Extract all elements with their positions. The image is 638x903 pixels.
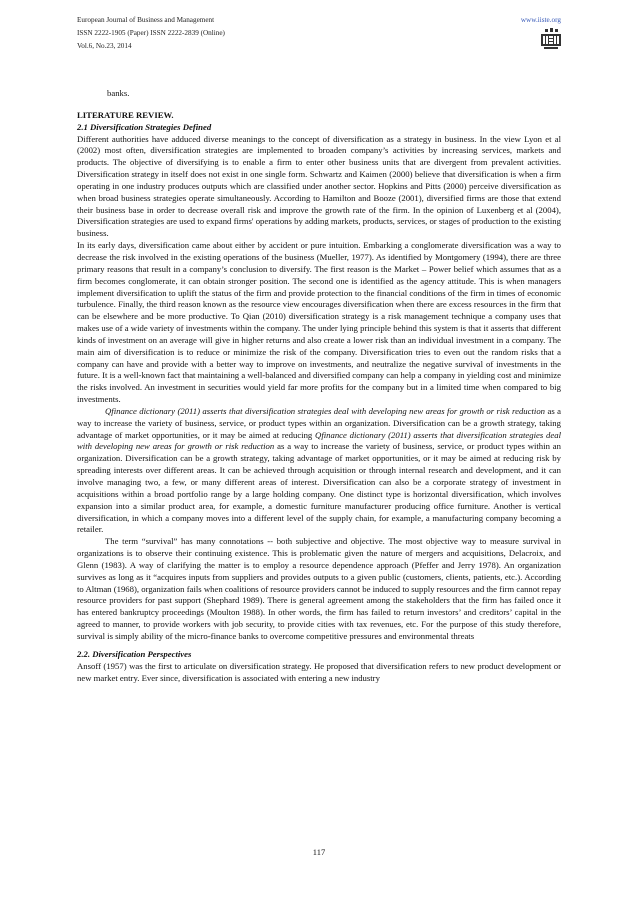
lead-in-text: banks. <box>107 88 130 98</box>
journal-volume: Vol.6, No.23, 2014 <box>77 42 132 50</box>
paper-body <box>77 88 561 684</box>
iiste-logo-icon <box>541 28 561 52</box>
page-number: 117 <box>312 847 326 857</box>
journal-issn: ISSN 2222-1905 (Paper) ISSN 2222-2839 (Online) <box>77 29 225 37</box>
qfinance-quote-a: Qfinance dictionary (2011) asserts that diversification strategies deal with developing new areas for growth or risk reduction <box>105 405 546 416</box>
paragraph-5: Ansoff (1957) was the first to articulate on diversification strategy. He proposed that diversification refers to new product development or new market entry. Ever since, diversification is associated with entering a new industry <box>77 660 561 683</box>
paragraph-3 <box>77 406 561 536</box>
paragraph-2: In its early days, diversification came about either by accident or pure intuition. Embarking a conglomerate diversification was a way to decrease the risk involved in the existing operations of the business (Mueller, 1977). As identified by Montgomery (1994), there are three primary reasons that result in a company’s conclusion to diversify. The first reason is the Market – Power belief which assumes that as a firm becomes conglomerate, it can obtain stronger position. The second one is identified as the agency attitude. This is when managers implement diversification to uplift the status of the firm and provide protection to the financial conditions of the firm in times of economic turbulence. Finally, the third reason known as the resource view encourages diversification when there are excess resources in the firm that can be elsewhere and be more productive. To Qian (2010) diversification strategy is a risk management technique a company uses that makes use of a wide variety of investments within the company. The under lying principle behind this system is that it asserts that different kinds of investment on an average will give in higher returns and also create a lower risk than an individual investment in a company. The main aim of diversification is to reduce or minimize the risk of the company. Diversification tries to even out the random risks that a company can have and provide with a better way to improve on investments, and neutralize the negative survival of investments in the future. It is a well-known fact that maintaining a well-balanced and diversified company can help a company in yielding cost and minimize the risks involved. An investment in securities would yield far more profits for the company but in a limited time when compared to big investments. <box>77 240 561 405</box>
paragraph-4: The term “survival” has many connotations -- both subjective and objective. The most objective way to measure survival in organizations is to observe their continuing existence. This is problematic given the nature of mergers and acquisitions, Delacroix, and Glenn (1983). A way of clarifying the matter is to employ a resource dependence approach (Pfeffer and Jerry 1978). An organization survives as long as it “acquires inputs from suppliers and provides outputs to a given public (customers, clients, patients, etc.). According to Altman (1968), organization fails when coalitions of resource providers cannot be induced to supply resources and the firm cannot repay resource providers for past support (Shephard 1989). There is general agreement among the stakeholders that the firm has failed once it has entered bankruptcy proceedings (Moulton 1988). In other words, the firm has failed to return investors’ and creditors’ capital in the agreed to manner, to provide workers with job security, to provide cities with tax revenues, etc. For the purpose of this study therefore, survival is simply ability of the micro-finance banks to overcome competitive pressures and environmental threats <box>77 536 561 641</box>
subsection-heading-2-2: 2.2. Diversification Perspectives <box>77 648 192 659</box>
qfinance-quote-b: Qfinance dictionary (2011) asserts that diversification strategies deal with developing new areas for growth or risk reduction <box>77 429 561 452</box>
journal-name: European Journal of Business and Management <box>77 16 215 24</box>
section-heading: LITERATURE REVIEW. <box>77 109 174 120</box>
page-header <box>77 14 561 66</box>
paragraph-3-text-a: as a way to increase the variety of business, service, or product types within an organization. Diversification can be a growth strategy, taking advantage of market opportunities, or it may be aimed at reducing <box>77 405 562 440</box>
journal-url-link[interactable]: www.iiste.org <box>520 16 561 24</box>
paragraph-3-text-b: as a way to increase the variety of business, service, or product types within an organization. Diversification can be a growth strategy, taking advantage of market opportunities, or it may be aimed at reducing risk by spreading interests over different areas. It can be achieved through acquisition or through internal research and development, and it can involve managing two, a few, or many different areas of interest. Diversification can also be a corporate strategy of investment in acquisitions within a broad portfolio range by a large holding company. One distinct type is horizontal diversification, which involves expansion into a similar product area, for example, a domestic furniture manufacturer producing office furniture. Another is vertical diversification, in which a company moves into a different level of the supply chain, for example, a manufacturing company becoming a retailer. <box>77 441 561 535</box>
paragraph-1: Different authorities have adduced diverse meanings to the concept of diversification as a strategy in business. In the view Lyon et al (2002) most often, diversification strategies are implemented to broaden company’s activities by increasing services, markets and products. The objective of diversifying is to enable a firm to enter other business units that are divergent from prevalent activities. Diversification strategy in itself does not exist in one single form. Schwartz and Kaimen (2000) believe that diversification is when a firm operating in one industry produces outputs which are classified under another sector. Hopkins and Pitts (2000) perceive diversification as when broad business strategies operate simultaneously. According to Hamilton and Booze (2001), diversified firms are those that extend their business base in order to decrease overall risk and improve the growth rate of the firm. In the opinion of Luxenberg et al (2004), Diversification strategies are used to expand firms' operations by adding markets, products, services, or stages of production to the existing business. <box>77 133 561 239</box>
subsection-heading-2-1: 2.1 Diversification Strategies Defined <box>77 121 212 132</box>
